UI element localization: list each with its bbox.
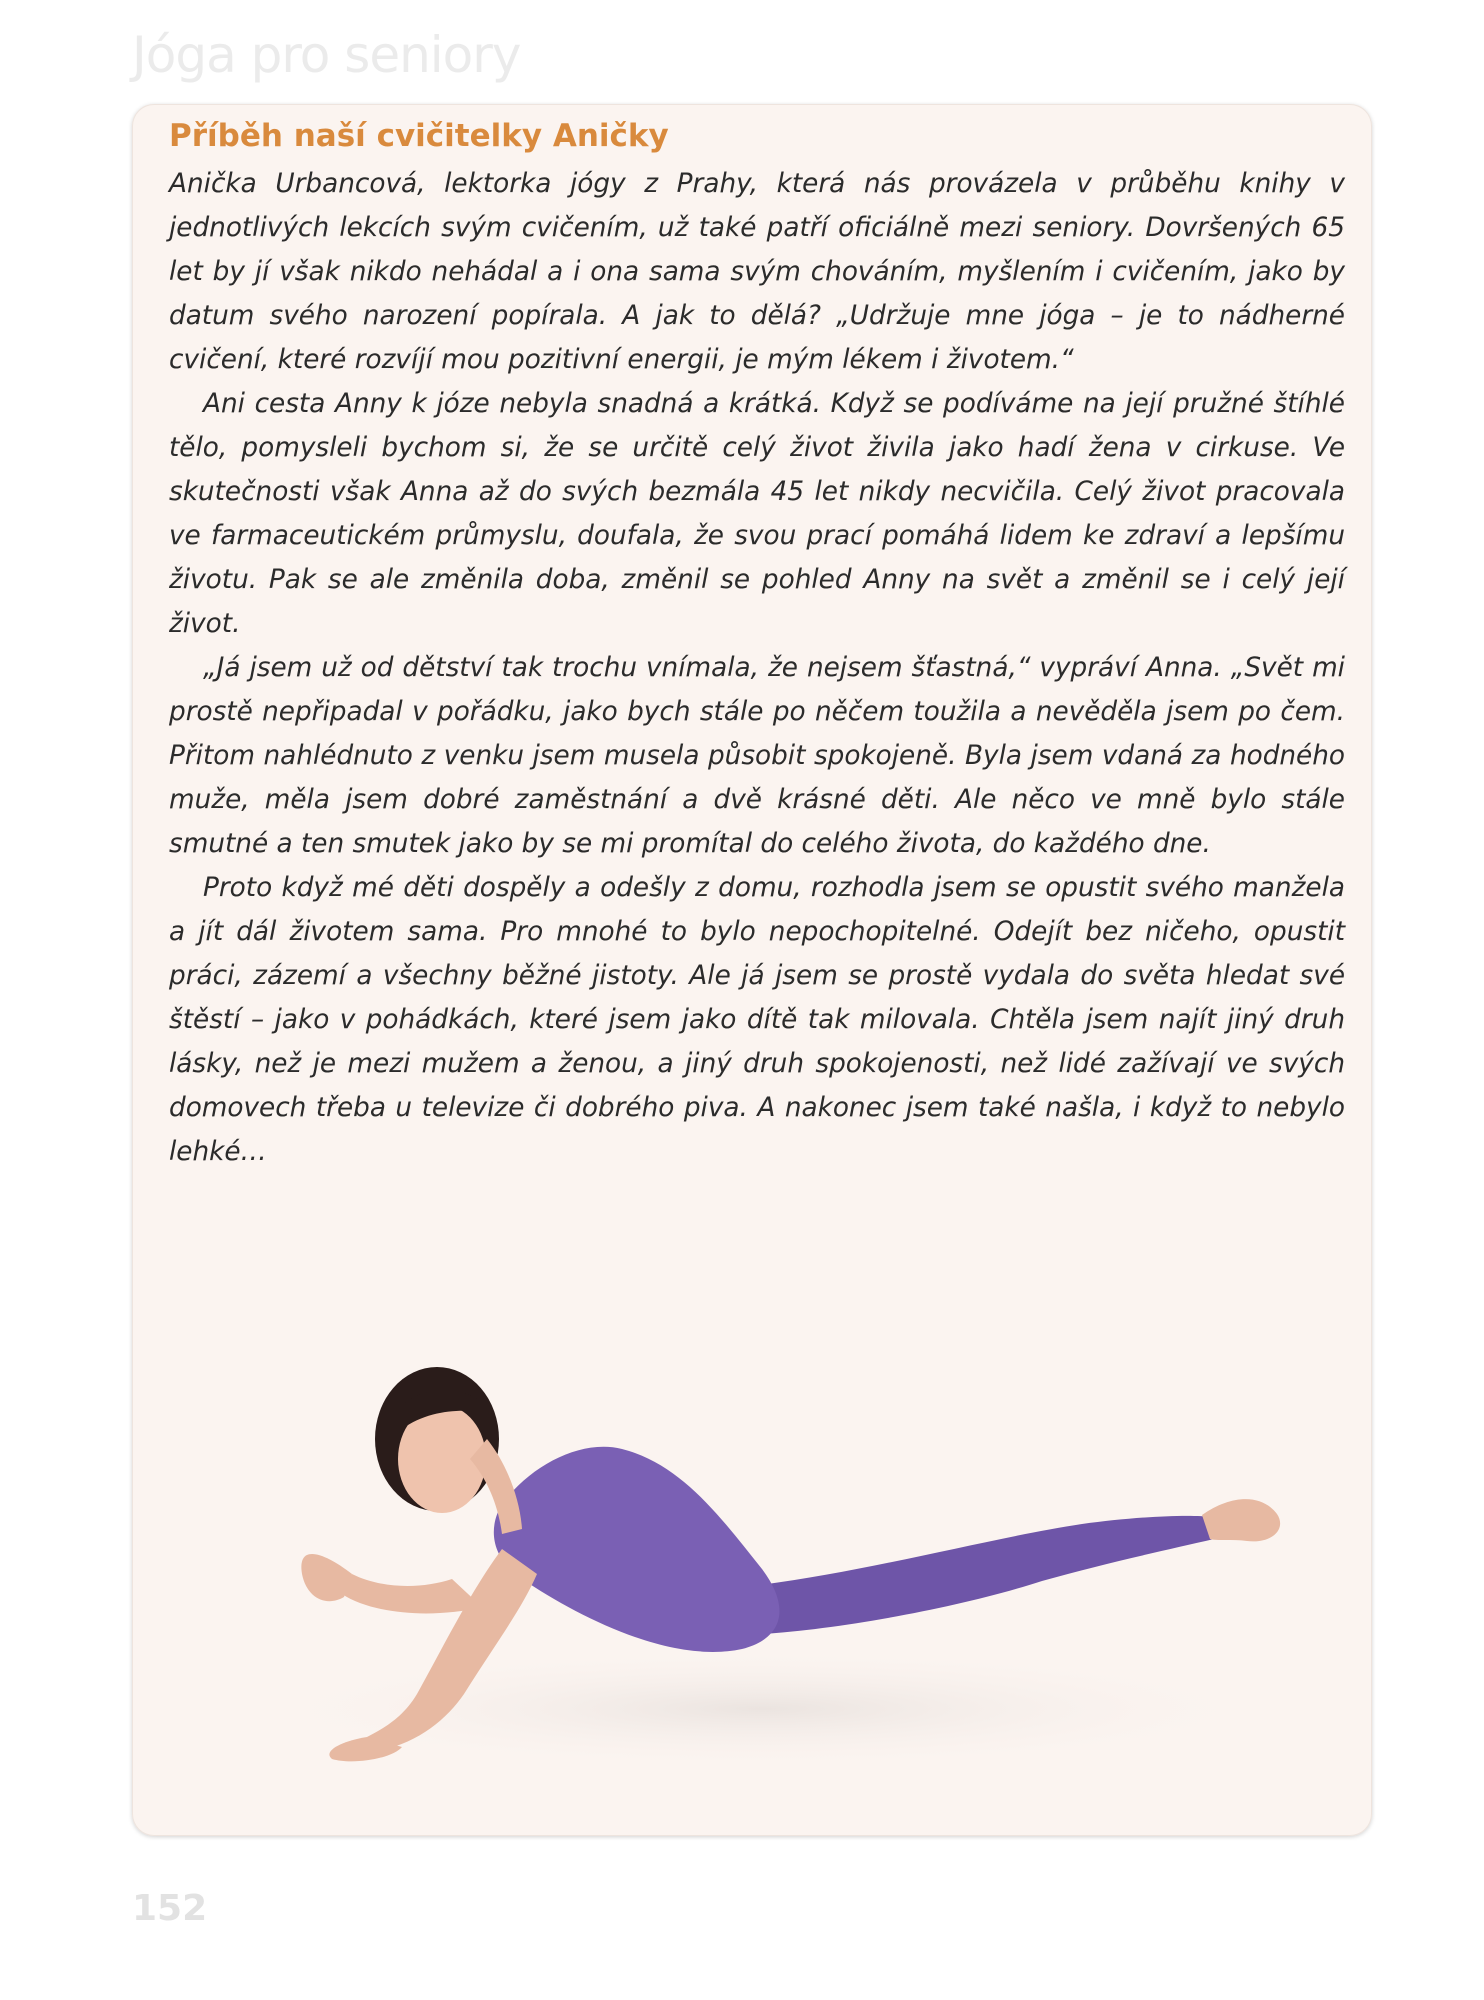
front-leg: [342, 1574, 482, 1613]
back-leg: [722, 1516, 1214, 1634]
front-foot: [301, 1554, 352, 1601]
running-header: Jóga pro seniory: [132, 26, 521, 84]
paragraph: Anička Urbancová, lektorka jógy z Prahy, která nás provázela v průběhu knihy v jednotlivých lekcích svým cvičením, už také patří oficiálně mezi seniory. Dovršených 65 let by jí však nikdo nehádal a i ona sama svým chováním, myšlením i cvičením, jako by datum svého narození popírala. A jak to dělá? „Udržuje mne jóga – je to nádherné cvičení, které rozvíjí mou pozitivní energii, je mým lékem i životem.“: [169, 169, 1345, 375]
paragraph: „Já jsem už od dětství tak trochu vnímala, že nejsem šťastná,“ vypráví Anna. „Svět mi prostě nepřipadal v pořádku, jako bych stále po něčem toužila a nevěděla jsem po čem. Přitom nahlédnuto z venku jsem musela působit spokojeně. Byla jsem vdaná za hodného muže, měla jsem dobré zaměstnání a dvě krásné děti. Ale něco ve mně bylo stále smutné a ten smutek jako by se mi promítal do celého života, do každého dne.: [169, 653, 1345, 859]
torso: [494, 1447, 780, 1652]
floor-shadow: [242, 1649, 1282, 1769]
yoga-pose-photo: [202, 1289, 1302, 1769]
sidebar-box: [132, 104, 1372, 1836]
box-title: Příběh naší cvičitelky Aničky: [169, 118, 669, 154]
paragraph: Ani cesta Anny k józe nebyla snadná a krátká. Když se podíváme na její pružné štíhlé tělo, pomysleli bychom si, že se určitě celý život živila jako hadí žena v cirkuse. Ve skutečnosti však Anna až do svých bezmála 45 let nikdy necvičila. Celý život pracovala ve farmaceutickém průmyslu, doufala, že svou prací pomáhá lidem ke zdraví a lepšímu životu. Pak se ale změnila doba, změnil se pohled Anny na svět a změnil se i celý její život.: [169, 389, 1345, 639]
page-number: 152: [132, 1888, 208, 1929]
story-text: [169, 162, 1345, 1174]
paragraph: Proto když mé děti dospěly a odešly z domu, rozhodla jsem se opustit svého manžela a jít dál životem sama. Pro mnohé to bylo nepochopitelné. Odejít bez ničeho, opustit práci, zázemí a všechny běžné jistoty. Ale já jsem se prostě vydala do světa hledat své štěstí – jako v pohádkách, které jsem jako dítě tak milovala. Chtěla jsem najít jiný druh lásky, než je mezi mužem a ženou, a jiný druh spokojenosti, než lidé zažívají ve svých domovech třeba u televize či dobrého piva. A nakonec jsem také našla, i když to nebylo lehké…: [169, 873, 1345, 1167]
back-foot: [1202, 1499, 1280, 1541]
